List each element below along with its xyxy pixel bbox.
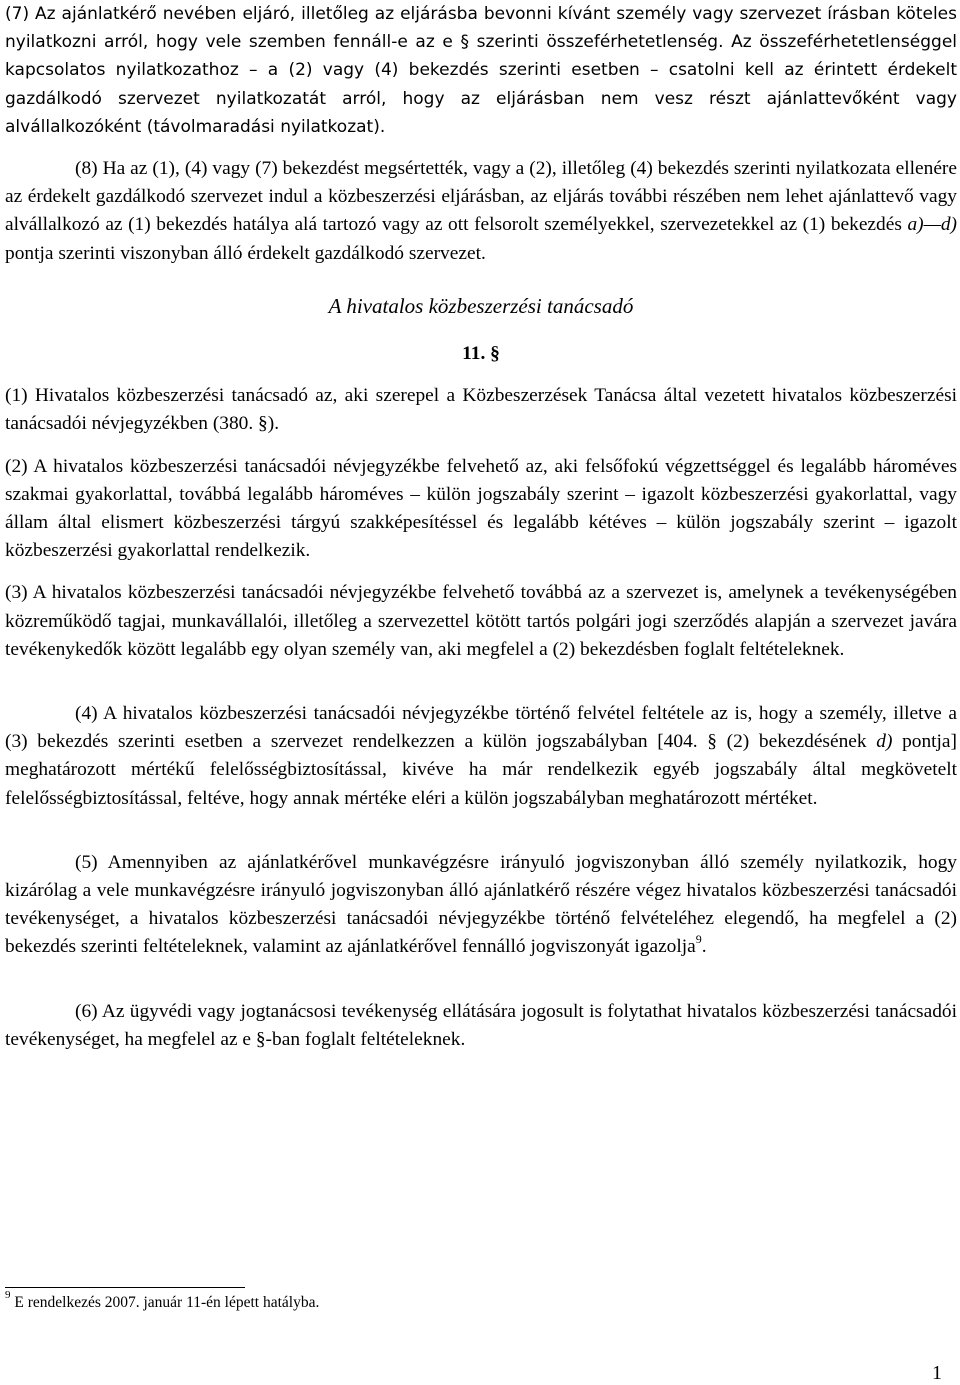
paragraph-7-continuation: Az összeférhetetlenséggel kapcsolatos nyilatkozathoz – a (2) vagy (4) bekezdés szerinti esetben – csatolni kell az érintett érdekelt gazdálkodó szervezet nyilatkozatát arról, hogy az eljárásban nem vesz részt ajánlattevőként vagy alvállalkozóként (távolmaradási nyilatkozat). (5, 32, 957, 137)
subsection-5-text: (5) Amennyiben az ajánlatkérővel munkavégzésre irányuló jogviszonyban álló személy nyilatkozik, hogy kizárólag a vele munkavégzésre irányuló jogviszonyban álló ajánlatkérő részére végez hivatalos közbeszerzési tanácsadói tevékenységet, a hivatalos közbeszerzési tanácsadói névjegyzékbe történő felvételéhez elegendő, ha megfelel a (2) bekezdés szerinti feltételeknek, valamint az ajánlatkérővel fennálló jogviszonyát igazolja (5, 851, 957, 958)
paragraph-8-text-end: pontja szerinti viszonyban álló érdekelt gazdálkodó szervezet. (5, 242, 486, 264)
subsection-4 (5, 700, 957, 813)
footnote (5, 1288, 320, 1312)
subsection-5-end: . (701, 936, 707, 958)
subsection-6: (6) Az ügyvédi vagy jogtanácsosi tevékenység ellátására jogosult is folytathat hivatalos közbeszerzési tanácsadói tevékenységet, ha megfelel az e §-ban foglalt feltételeknek. (5, 1000, 957, 1050)
subsection-3: (3) A hivatalos közbeszerzési tanácsadói névjegyzékbe felvehető továbbá az a szervezet is, amelynek a tevékenységében közreműködő tagjai, munkavállalói, illetőleg a szervezettel kötött tartós polgári jogi szerződés alapján a szervezet javára tevékenykedők között legalább egy olyan személy van, aki megfelel a (2) bekezdésben foglalt feltételeknek. (5, 582, 957, 660)
subsection-4-text: (4) A hivatalos közbeszerzési tanácsadói névjegyzékbe történő felvétel feltétele az is, hogy a személy, illetve a (3) bekezdés szerinti esetben a szervezet rendelkezzen a külön jogszabályban [404. § (2) bekezdésének (5, 703, 957, 753)
paragraph-8-italic-ref: a)—d) (907, 214, 957, 236)
footnote-text: E rendelkezés 2007. január 11-én lépett hatályba. (10, 1294, 320, 1311)
subsection-4-italic-ref: d) (876, 731, 893, 753)
paragraph-7-text: (7) Az ajánlatkérő nevében eljáró, illetőleg az eljárásba bevonni kívánt személy vagy szervezet írásban köteles nyilatkozni arról, hogy vele szemben fennáll-e az e § szerinti összeférhetetlenség. (5, 4, 957, 53)
footnote-reference[interactable]: 9 (695, 932, 702, 947)
subsection-4-text-end: pontja] meghatározott mértékű felelősségbiztosítással, kivéve ha már rendelkezik egyéb jogszabály által megkövetelt felelősségbiztosítással, feltéve, hogy annak mértéke eléri a külön jogszabályban meghatározott mértéket. (5, 731, 957, 809)
subsection-1: (1) Hivatalos közbeszerzési tanácsadó az, aki szerepel a Közbeszerzések Tanácsa által vezetett hivatalos közbeszerzési tanácsadói névjegyzékben (380. §). (5, 385, 957, 435)
section-number: 11. § (462, 343, 500, 365)
page-number: 1 (932, 1362, 942, 1384)
paragraph-8 (5, 155, 957, 268)
document-page (5, 0, 957, 1384)
subsection-5 (5, 849, 957, 962)
section-heading: A hivatalos közbeszerzési tanácsadó (328, 293, 634, 318)
paragraph-8-text: (8) Ha az (1), (4) vagy (7) bekezdést megsértették, vagy a (2), illetőleg (4) bekezdés szerinti nyilatkozata ellenére az érdekelt gazdálkodó szervezet indul a közbeszerzési eljárásban, az eljárás további részében nem lehet ajánlattevő vagy alvállalkozó az (1) bekezdés hatálya alá tartozó vagy az ott felsorolt személyekkel, szervezetekkel az (1) bekezdés (5, 158, 957, 236)
footnote-marker: 9 (5, 1288, 11, 1301)
paragraph-7 (5, 0, 957, 141)
footnote-divider (5, 1287, 245, 1288)
subsection-2: (2) A hivatalos közbeszerzési tanácsadói névjegyzékbe felvehető az, aki felsőfokú végzettséggel és legalább hároméves szakmai gyakorlattal, továbbá legalább hároméves – külön jogszabály szerint – igazolt közbeszerzési gyakorlattal, vagy állam által elismert közbeszerzési tárgyú szakképesítéssel és legalább kétéves – külön jogszabály szerint – igazolt közbeszerzési gyakorlattal rendelkezik. (5, 455, 957, 562)
